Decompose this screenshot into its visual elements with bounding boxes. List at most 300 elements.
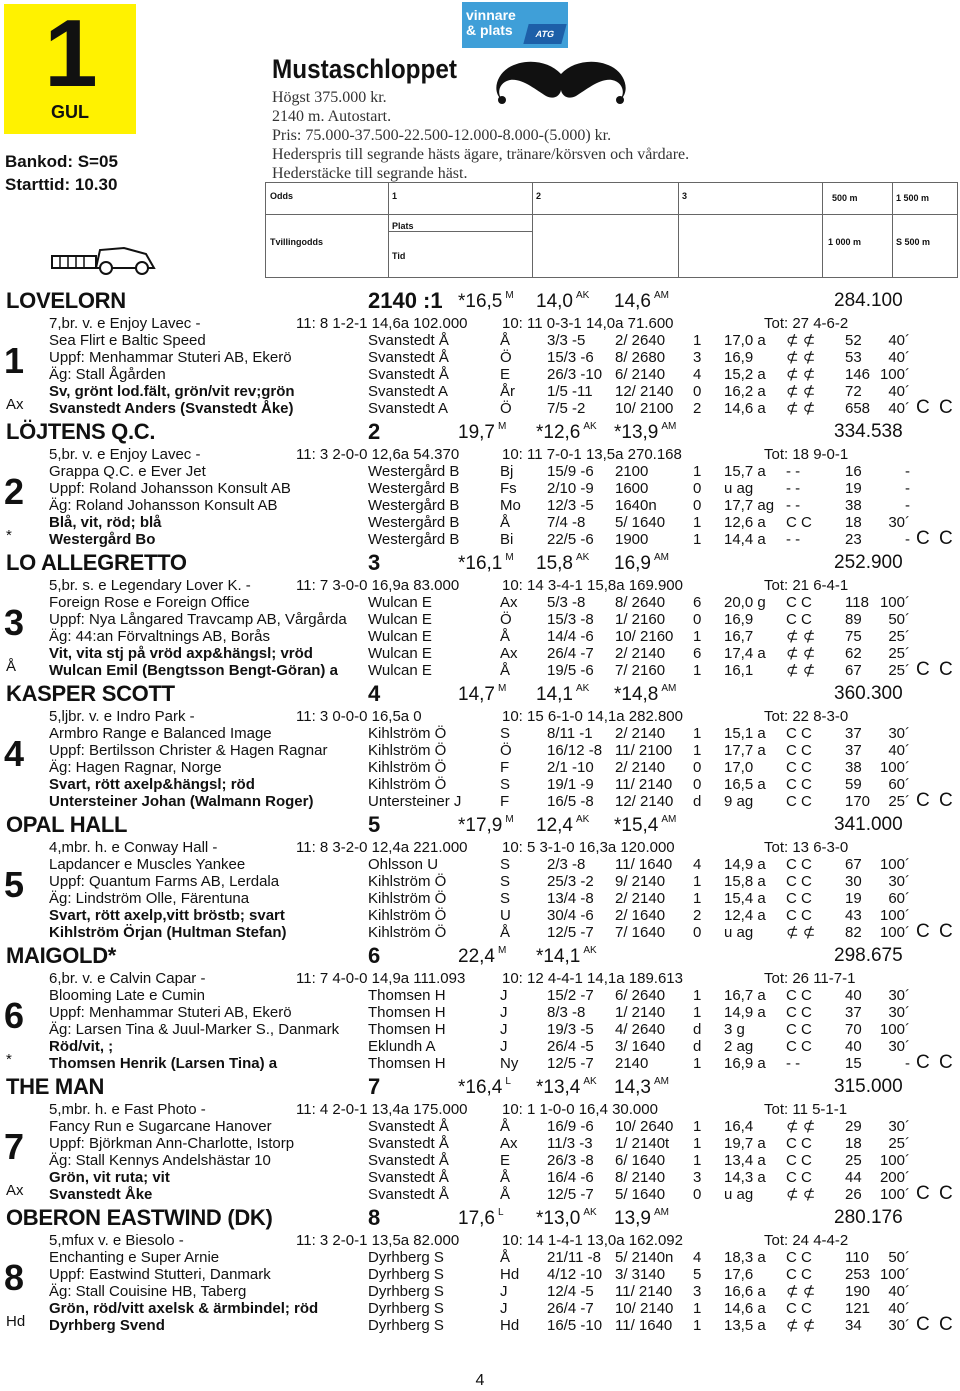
stat-2011: 11: 7 4-0-0 14,9a 111.093: [296, 970, 466, 987]
race-date: 7/5 -2: [547, 400, 586, 417]
shoe-symbols-end: C C: [916, 1052, 955, 1073]
race-prize: 25´: [888, 628, 910, 645]
race-placing: d: [693, 1021, 702, 1038]
race-driver: Svanstedt Å: [368, 332, 449, 349]
race-track: Bi: [500, 531, 514, 548]
bank-code: Bankod: S=05: [5, 152, 118, 171]
race-shoes: ⊄ ⊄: [786, 924, 816, 941]
race-prize: -: [905, 480, 910, 497]
tid-label: Tid: [392, 251, 406, 261]
race-track: Å: [500, 1169, 511, 1186]
race-shoes: - -: [786, 1055, 801, 1072]
race-odds: 38: [845, 497, 862, 514]
horse-detail: Äg: Larsen Tina & Juul-Marker S., Danmark: [49, 1021, 340, 1038]
sulky-icon: [50, 240, 160, 276]
race-placing: 0: [693, 924, 702, 941]
odds-2: *12,6 $^{AK}$: [536, 421, 597, 443]
race-track: S: [500, 725, 511, 742]
race-distance: 3/ 3140: [615, 1266, 666, 1283]
odds-3: 14,6 $^{AM}$: [614, 290, 669, 312]
odds-2: 12,4 $^{AK}$: [536, 814, 590, 836]
race-shoes: C C: [786, 1152, 812, 1169]
race-placing: 5: [693, 1266, 702, 1283]
race-placing: 0: [693, 1186, 702, 1203]
race-prize: 25´: [888, 1135, 910, 1152]
race-odds: 16: [845, 463, 862, 480]
race-driver: Kihlström Ö: [368, 725, 447, 742]
race-time: 17,0: [724, 759, 754, 776]
horse-info: 5,mbr. h. e Fast Photo -: [49, 1101, 206, 1118]
race-placing: 1: [693, 1055, 702, 1072]
race-track: Fs: [500, 480, 517, 497]
s500-label: S 500 m: [896, 237, 931, 247]
horse-name: THE MAN: [6, 1074, 105, 1099]
race-date: 12/5 -7: [547, 1186, 594, 1203]
horse-number: 3: [4, 602, 25, 643]
race-time: 3 g: [724, 1021, 745, 1038]
race-time: 15,1 a: [724, 725, 766, 742]
col2-label: 2: [536, 191, 542, 201]
race-placing: 4: [693, 1249, 702, 1266]
race-placing: 1: [693, 1004, 702, 1021]
race-date: 11/3 -3: [547, 1135, 593, 1152]
race-date: 19/1 -9: [547, 776, 594, 793]
race-time: 14,6 a: [724, 1300, 766, 1317]
race-prize: 40´: [888, 400, 910, 417]
race-prize: 100´: [879, 759, 910, 776]
race-distance: 7/ 1640: [615, 924, 666, 941]
race-time: 16,9: [724, 611, 754, 628]
race-driver: Thomsen H: [368, 1055, 446, 1072]
race-distance: 2100: [615, 463, 649, 480]
horse-entry: [0, 290, 960, 421]
race-odds: 26: [845, 1186, 862, 1203]
race-time: 2 ag: [724, 1038, 754, 1055]
race-odds: 118: [845, 594, 869, 611]
race-track: Å: [500, 662, 511, 679]
race-shoes: ⊄ ⊄: [786, 383, 816, 400]
stat-total: Tot: 21 6-4-1: [764, 577, 849, 594]
stat-2011: 11: 8 1-2-1 14,6a 102.000: [296, 315, 468, 332]
race-driver: Wulcan E: [368, 611, 432, 628]
race-odds: 53: [845, 349, 862, 366]
total-earnings: 334.538: [834, 421, 903, 442]
race-shoes: C C: [786, 594, 812, 611]
race-odds: 59: [845, 776, 862, 793]
race-time: 12,4 a: [724, 907, 766, 924]
horse-entry: [0, 1076, 960, 1207]
race-placing: 6: [693, 645, 702, 662]
horse-number: 2: [4, 471, 25, 512]
race-track: Hd: [500, 1266, 520, 1283]
race-track: F: [500, 793, 510, 810]
horse-symbol: Hd: [6, 1313, 26, 1330]
race-distance: 8/ 2140: [615, 1169, 666, 1186]
race-badge: [4, 0, 136, 134]
race-track: Ax: [500, 594, 518, 611]
race-track: S: [500, 873, 511, 890]
race-placing: 1: [693, 1300, 702, 1317]
total-earnings: 360.300: [834, 683, 903, 704]
horse-detail: Uppf: Eastwind Stutteri, Danmark: [49, 1266, 271, 1283]
start-position: 7: [368, 1074, 381, 1099]
race-placing: 0: [693, 759, 702, 776]
race-driver: Thomsen H: [368, 1004, 446, 1021]
horse-detail: Svart, rött axelp,vitt bröstb; svart: [49, 907, 285, 924]
race-track: Å: [500, 1186, 511, 1203]
race-distance: 5/ 1640: [615, 1186, 666, 1203]
horse-detail: Sea Flirt e Baltic Speed: [49, 332, 206, 349]
race-prize: 40´: [888, 742, 910, 759]
mustache-icon: [488, 56, 634, 112]
horse-detail: Wulcan Emil (Bengtsson Bengt-Göran) a: [49, 662, 338, 679]
start-position: 6: [368, 943, 381, 968]
race-odds: 37: [845, 725, 862, 742]
race-time: 14,9 a: [724, 856, 766, 873]
race-time: 16,1: [724, 662, 754, 679]
horse-detail: Uppf: Nya Långared Travcamp AB, Vårgårda: [49, 611, 347, 628]
race-prize: 50´: [888, 611, 910, 628]
horse-info: 7,br. v. e Enjoy Lavec -: [49, 315, 201, 332]
race-prize: 100´: [879, 1186, 910, 1203]
race-distance: 7/ 2160: [615, 662, 666, 679]
race-distance: 11/ 1640: [615, 1317, 673, 1334]
race-shoes: ⊄ ⊄: [786, 332, 816, 349]
race-track: S: [500, 890, 511, 907]
race-prize: 40´: [888, 1300, 910, 1317]
race-placing: 1: [693, 725, 702, 742]
race-time: 17,7 a: [724, 742, 766, 759]
start-position: 2140 :1: [368, 288, 443, 313]
race-track-label: GUL: [51, 102, 89, 122]
stat-2010: 10: 15 6-1-0 14,1a 282.800: [502, 708, 683, 725]
race-distance: 2/ 2640: [615, 332, 666, 349]
horse-detail: Sv, grönt lod.fält, grön/vit rev;grön: [49, 383, 295, 400]
total-earnings: 280.176: [834, 1207, 903, 1228]
stat-total: Tot: 22 8-3-0: [764, 708, 849, 725]
horse-detail: Äg: Roland Johansson Konsult AB: [49, 497, 278, 514]
race-date: 30/4 -6: [547, 907, 594, 924]
race-odds: 110: [845, 1249, 869, 1266]
race-placing: 1: [693, 463, 702, 480]
horse-name: OBERON EASTWIND (DK): [6, 1205, 273, 1230]
race-date: 16/9 -6: [547, 1118, 594, 1135]
horse-number: 1: [4, 340, 25, 381]
race-time: 17,0 a: [724, 332, 766, 349]
race-odds: 37: [845, 742, 862, 759]
race-driver: Svanstedt Å: [368, 366, 449, 383]
horse-symbol: Å: [6, 658, 17, 675]
race-driver: Svanstedt Å: [368, 1169, 449, 1186]
race-driver: Svanstedt Å: [368, 1135, 449, 1152]
race-prize: 60´: [888, 890, 910, 907]
race-date: 16/12 -8: [547, 742, 603, 759]
race-driver: Westergård B: [368, 531, 460, 548]
race-track: J: [500, 1283, 508, 1300]
race-shoes: C C: [786, 611, 812, 628]
horse-name: LOVELORN: [6, 288, 126, 313]
horse-symbol: *: [6, 1051, 12, 1068]
race-placing: 1: [693, 662, 702, 679]
horse-detail: Uppf: Menhammar Stuteri AB, Ekerö: [49, 1004, 292, 1021]
odds-3: *15,4 $^{AM}$: [614, 814, 677, 836]
race-shoes: ⊄ ⊄: [786, 645, 816, 662]
race-date: 12/3 -5: [547, 497, 594, 514]
race-condition-line: Pris: 75.000-37.500-22.500-12.000-8.000-(5.000) kr.: [272, 127, 612, 144]
race-date: 26/3 -10: [547, 366, 603, 383]
horse-detail: Uppf: Roland Johansson Konsult AB: [49, 480, 291, 497]
race-time: 14,3 a: [724, 1169, 766, 1186]
horse-detail: Dyrhberg Svend: [49, 1317, 165, 1334]
horse-detail: Grön, vit ruta; vit: [49, 1169, 170, 1186]
race-time: u ag: [724, 924, 754, 941]
odds-1: 19,7 $^M$: [458, 421, 507, 443]
odds-3: [614, 945, 617, 968]
race-time: 14,9 a: [724, 1004, 766, 1021]
race-odds: 40: [845, 1038, 862, 1055]
horse-detail: Äg: 44:an Förvaltnings AB, Borås: [49, 628, 270, 645]
race-driver: Westergård B: [368, 514, 460, 531]
race-date: 21/11 -8: [547, 1249, 601, 1266]
race-odds: 170: [845, 793, 871, 810]
race-driver: Westergård B: [368, 463, 460, 480]
race-time: 20,0 g: [724, 594, 766, 611]
race-driver: Svanstedt Å: [368, 1152, 449, 1169]
odds-label: Odds: [270, 191, 294, 201]
race-odds: 25: [845, 1152, 862, 1169]
race-distance: 1/ 2160: [615, 611, 666, 628]
race-prize: 30´: [888, 873, 910, 890]
race-shoes: C C: [786, 987, 812, 1004]
horse-detail: Uppf: Bertilsson Christer & Hagen Ragnar: [49, 742, 328, 759]
stat-2011: 11: 3 2-0-1 13,5a 82.000: [296, 1232, 460, 1249]
race-shoes: C C: [786, 856, 812, 873]
shoe-symbols-end: C C: [916, 397, 955, 418]
horse-entry: [0, 421, 960, 552]
total-earnings: 341.000: [834, 814, 903, 835]
race-distance: 4/ 2640: [615, 1021, 666, 1038]
horse-detail: Blooming Late e Cumin: [49, 987, 205, 1004]
race-placing: 1: [693, 1135, 702, 1152]
race-track: E: [500, 1152, 511, 1169]
race-distance: 1900: [615, 531, 649, 548]
race-odds: 44: [845, 1169, 862, 1186]
race-time: 16,5 a: [724, 776, 766, 793]
race-prize: 100´: [879, 856, 910, 873]
race-placing: 4: [693, 366, 702, 383]
horse-detail: Äg: Stall Couisine HB, Taberg: [49, 1283, 247, 1300]
race-time: 16,6 a: [724, 1283, 766, 1300]
race-odds: 19: [845, 480, 862, 497]
race-odds: 253: [845, 1266, 871, 1283]
race-time: 15,7 a: [724, 463, 766, 480]
race-odds: 18: [845, 1135, 862, 1152]
horse-name: LO ALLEGRETTO: [6, 550, 187, 575]
horse-number: 4: [4, 733, 25, 774]
race-prize: 30´: [888, 1118, 910, 1135]
plats-label: Plats: [392, 221, 414, 231]
horse-info: 5,ljbr. v. e Indro Park -: [49, 708, 195, 725]
total-earnings: 298.675: [834, 945, 903, 966]
odds-2: *14,1 $^{AK}$: [536, 945, 597, 967]
race-odds: 52: [845, 332, 862, 349]
race-prize: 50´: [888, 1249, 910, 1266]
race-prize: 25´: [888, 793, 910, 810]
race-track: F: [500, 759, 510, 776]
race-shoes: ⊄ ⊄: [786, 1118, 816, 1135]
race-date: 12/5 -7: [547, 1055, 594, 1072]
race-time: u ag: [724, 1186, 754, 1203]
race-date: 12/5 -7: [547, 924, 594, 941]
race-track: J: [500, 1038, 508, 1055]
race-track: U: [500, 907, 511, 924]
stat-2010: 10: 1 1-0-0 16,4 30.000: [502, 1101, 658, 1118]
race-date: 26/4 -7: [547, 1300, 594, 1317]
race-shoes: - -: [786, 497, 801, 514]
shoe-symbols-end: C C: [916, 1314, 955, 1335]
race-shoes: C C: [786, 890, 812, 907]
total-earnings: 284.100: [834, 290, 903, 311]
odds-1: *16,5 $^M$: [458, 290, 514, 312]
race-date: 19/5 -6: [547, 662, 594, 679]
race-shoes: ⊄ ⊄: [786, 662, 816, 679]
race-time: 14,6 a: [724, 400, 766, 417]
race-placing: 1: [693, 531, 702, 548]
race-prize: 100´: [879, 1152, 910, 1169]
race-driver: Kihlström Ö: [368, 873, 447, 890]
race-date: 16/5 -8: [547, 793, 594, 810]
race-placing: 1: [693, 514, 702, 531]
race-placing: 1: [693, 1152, 702, 1169]
sponsor-logo: [462, 2, 568, 48]
stat-total: Tot: 26 11-7-1: [764, 970, 856, 987]
race-prize: 30´: [888, 514, 910, 531]
race-driver: Svanstedt A: [368, 400, 449, 417]
race-date: 5/3 -8: [547, 594, 586, 611]
race-time: 17,6: [724, 1266, 754, 1283]
race-shoes: C C: [786, 742, 812, 759]
race-date: 1/5 -11: [547, 383, 593, 400]
race-driver: Svanstedt Å: [368, 349, 449, 366]
race-driver: Thomsen H: [368, 1021, 446, 1038]
race-placing: d: [693, 1038, 702, 1055]
race-shoes: ⊄ ⊄: [786, 366, 816, 383]
race-time: u ag: [724, 480, 754, 497]
race-odds: 34: [845, 1317, 862, 1334]
race-shoes: C C: [786, 1021, 812, 1038]
stat-total: Tot: 18 9-0-1: [764, 446, 849, 463]
col1-label: 1: [392, 191, 398, 201]
stat-2010: 10: 5 3-1-0 16,3a 120.000: [502, 839, 675, 856]
race-distance: 12/ 2140: [615, 383, 674, 400]
horse-detail: Uppf: Menhammar Stuteri AB, Ekerö: [49, 349, 292, 366]
race-shoes: C C: [786, 1135, 812, 1152]
race-track: Ax: [500, 1135, 518, 1152]
odds-1: *16,1 $^M$: [458, 552, 514, 574]
horse-info: 5,br. s. e Legendary Lover K. -: [49, 577, 251, 594]
horse-detail: Enchanting e Super Arnie: [49, 1249, 220, 1266]
race-placing: 3: [693, 1283, 702, 1300]
horse-number: 7: [4, 1126, 25, 1167]
odds-3: 13,9 $^{AM}$: [614, 1207, 669, 1229]
race-time: 15,2 a: [724, 366, 766, 383]
stat-total: Tot: 11 5-1-1: [764, 1101, 848, 1118]
shoe-symbols-end: C C: [916, 528, 955, 549]
race-date: 16/4 -6: [547, 1169, 594, 1186]
race-driver: Dyrhberg S: [368, 1249, 444, 1266]
race-date: 12/4 -5: [547, 1283, 594, 1300]
start-position: 8: [368, 1205, 381, 1230]
horse-detail: Grön, röd/vitt axelsk & ärmbindel; röd: [49, 1300, 319, 1317]
race-distance: 3/ 1640: [615, 1038, 666, 1055]
race-track: Ax: [500, 645, 518, 662]
race-distance: 8/ 2680: [615, 349, 666, 366]
stat-2011: 11: 7 3-0-0 16,9a 83.000: [296, 577, 460, 594]
start-position: 2: [368, 419, 381, 444]
race-driver: Dyrhberg S: [368, 1266, 444, 1283]
odds-3: 16,9 $^{AM}$: [614, 552, 669, 574]
race-date: 2/1 -10: [547, 759, 594, 776]
race-prize: -: [905, 531, 910, 548]
race-shoes: C C: [786, 1169, 812, 1186]
race-distance: 6/ 2140: [615, 366, 666, 383]
horse-info: 6,br. v. e Calvin Capar -: [49, 970, 206, 987]
race-track: S: [500, 776, 511, 793]
race-prize: 100´: [879, 366, 910, 383]
race-distance: 2/ 2140: [615, 645, 666, 662]
odds-1: *17,9 $^M$: [458, 814, 514, 836]
odds-1: 14,7 $^M$: [458, 683, 507, 705]
stat-2010: 10: 11 7-0-1 13,5a 270.168: [502, 446, 682, 463]
race-shoes: ⊄ ⊄: [786, 349, 816, 366]
race-track: År: [500, 383, 515, 400]
race-date: 3/3 -5: [547, 332, 586, 349]
race-odds: 67: [845, 662, 862, 679]
race-distance: 1/ 2140t: [615, 1135, 670, 1152]
horse-number: 6: [4, 995, 25, 1036]
race-prize: 60´: [888, 776, 910, 793]
race-shoes: C C: [786, 776, 812, 793]
race-prize: 100´: [879, 1021, 910, 1038]
race-prize: 30´: [888, 987, 910, 1004]
horse-detail: Äg: Lindström Olle, Färentuna: [49, 890, 250, 907]
race-driver: Westergård B: [368, 497, 460, 514]
race-shoes: - -: [786, 531, 801, 548]
race-title: Mustaschloppet: [272, 54, 457, 84]
race-track: Ö: [500, 349, 512, 366]
race-distance: 10/ 2100: [615, 400, 674, 417]
odds-3: 14,3 $^{AM}$: [614, 1076, 669, 1098]
odds-1: *16,4 $^L$: [458, 1076, 511, 1098]
race-condition-line: 2140 m. Autostart.: [272, 108, 392, 125]
race-distance: 2/ 2140: [615, 759, 666, 776]
race-date: 16/5 -10: [547, 1317, 603, 1334]
race-placing: d: [693, 793, 702, 810]
race-driver: Kihlström Ö: [368, 890, 447, 907]
horse-detail: Äg: Stall Ågården: [49, 366, 166, 383]
race-shoes: C C: [786, 759, 812, 776]
horse-detail: Armbro Range e Balanced Image: [49, 725, 272, 742]
horse-entry: [0, 552, 960, 683]
race-distance: 1640n: [615, 497, 657, 514]
race-driver: Untersteiner J: [368, 793, 462, 810]
race-shoes: C C: [786, 1266, 812, 1283]
race-distance: 5/ 1640: [615, 514, 666, 531]
odds-2: 14,1 $^{AK}$: [536, 683, 590, 705]
race-placing: 6: [693, 594, 702, 611]
horse-entry: [0, 945, 960, 1076]
race-prize: 40´: [888, 1283, 910, 1300]
